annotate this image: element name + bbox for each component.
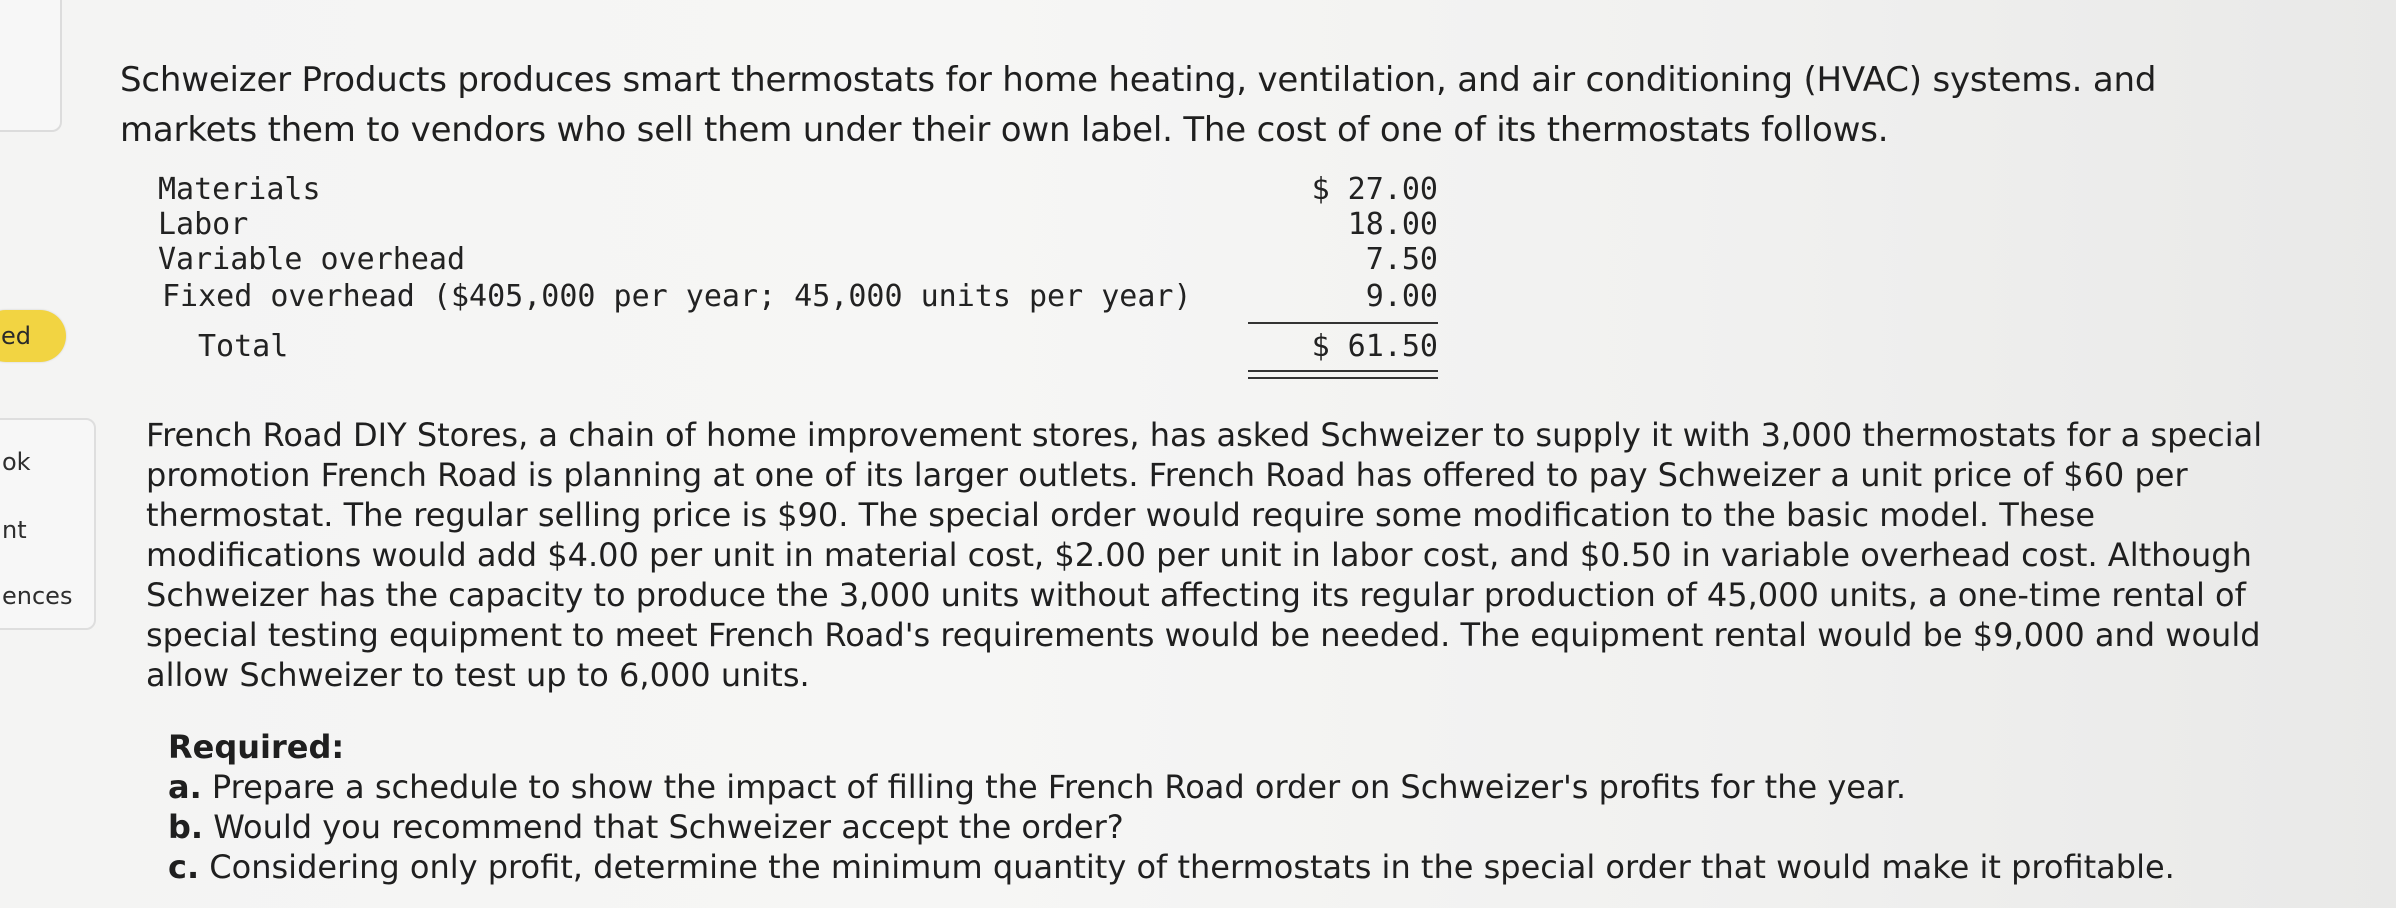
cost-label: Materials [158,172,321,207]
sidebar-nav-card [0,418,96,630]
cost-label: Labor [158,207,249,242]
cost-row [158,207,1438,243]
cost-amount: 18.00 [1347,207,1438,242]
problem-intro: Schweizer Products produces smart thermostats for home heating, ventilation, and air conditioning (HVAC) systems. and markets them to vendors who sell them under their own label. The cost of one of its thermostats follows. [120,60,2157,150]
cost-row [158,242,1438,278]
problem-statement [120,55,2270,155]
sidebar-item-references[interactable]: ences [2,582,73,610]
cost-row [158,279,1438,315]
total-double-rule [1248,370,1438,379]
cost-label: Variable overhead [158,242,466,277]
cost-amount: $ 27.00 [1311,172,1438,207]
problem-body: French Road DIY Stores, a chain of home improvement stores, has asked Schweizer to supply it with 3,000 thermostats for a special promotion French Road is planning at one of its larger outlets. French Road has offered to pay Schweizer a unit price of $60 per thermostat. The regular selling price is $90. The special order would require some modification to the basic model. These modifications would add $4.00 per unit in material cost, $2.00 per unit in labor cost, and $0.50 in variable overhead cost. Although Schweizer has the capacity to produce the 3,000 units without affecting its regular production of 45,000 units, a one-time rental of special testing equipment to meet French Road's requirements would be needed. The equipment rental would be $9,000 and would allow Schweizer to test up to 6,000 units. [146,416,2263,694]
sidebar-item-ebook[interactable]: ok [2,448,31,476]
left-sidebar [0,0,95,908]
required-section [168,727,2268,887]
required-title: Required: [168,728,345,766]
required-item-letter: b. [168,808,204,846]
required-item-text: Prepare a schedule to show the impact of filling the French Road order on Schweizer's profits for the year. [211,768,1906,806]
required-item-b [168,807,2268,847]
required-item-letter: c. [168,848,200,886]
cost-label-total: Total [198,329,289,364]
required-item-a [168,767,2268,807]
sidebar-top-panel [0,0,62,132]
cost-label: Fixed overhead ($405,000 per year; 45,000 units per year) [162,279,1192,314]
cost-amount: 7.50 [1365,242,1438,277]
sidebar-status-label: ed [1,322,31,350]
sidebar-status-pill[interactable] [0,310,66,362]
required-item-text: Would you recommend that Schweizer accept the order? [213,808,1124,846]
cost-row [158,172,1438,208]
subtotal-rule [1248,322,1438,324]
cost-table [158,172,1438,382]
cost-amount-total: $ 61.50 [1311,329,1438,364]
cost-amount: 9.00 [1365,279,1438,314]
cost-row-total [158,329,1438,365]
required-item-c [168,847,2268,887]
required-item-letter: a. [168,768,202,806]
required-item-text: Considering only profit, determine the minimum quantity of thermostats in the special order that would make it profitable. [209,848,2175,886]
sidebar-item-print[interactable]: nt [2,516,27,544]
